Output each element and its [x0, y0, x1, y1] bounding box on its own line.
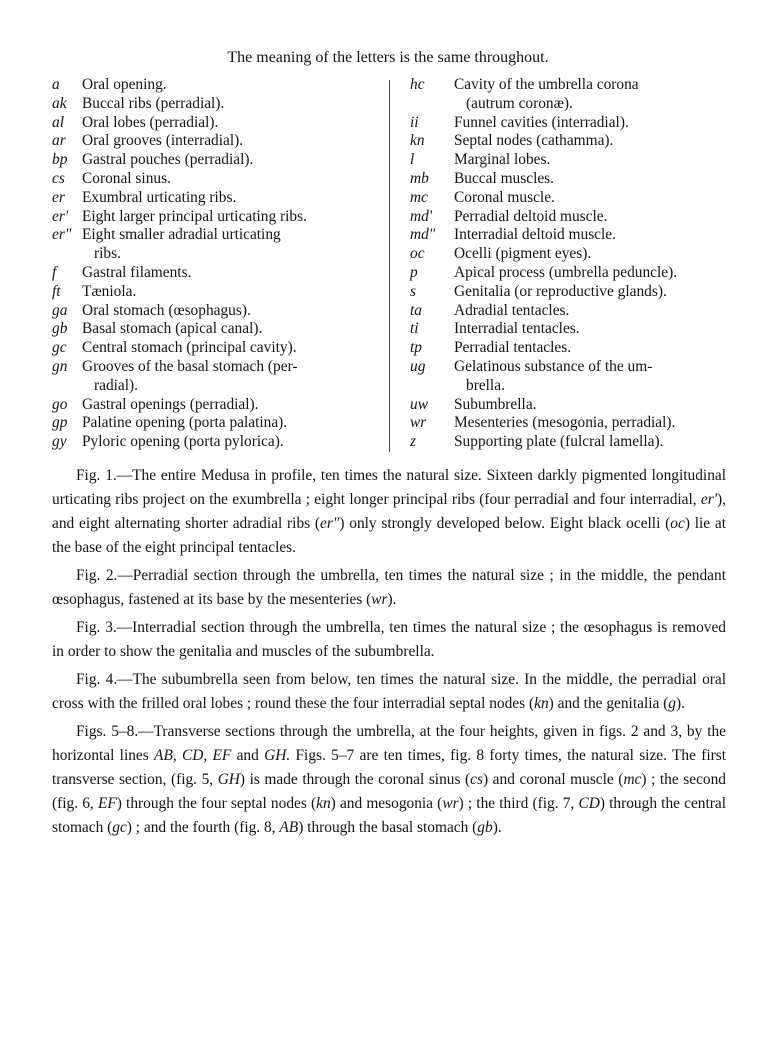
legend-desc-continued: ribs. [94, 245, 121, 263]
caption-figs-5-8: Figs. 5–8.—Transverse sections through the umbrella, at the four heights, given in figs. 2 and 3, by the horizontal lines AB, CD, EF and GH. Figs. 5–7 are ten times, fig. 8 forty times, the natural size. The first transverse section, (fig. 5, GH) is made through the coronal sinus (cs) and coronal muscle (mc) ; the second (fig. 6, EF) through the four septal nodes (kn) and mesogonia (wr) ; the third (fig. 7, CD) through the central stomach (gc) ; and the fourth (fig. 8, AB) through the basal stomach (gb). [52, 723, 727, 836]
legend-entry [52, 358, 374, 396]
legend-abbr: a [52, 76, 60, 93]
legend-abbr: ti [410, 320, 419, 338]
legend-entry [410, 208, 726, 227]
legend-entry [52, 208, 374, 227]
legend-entry [410, 170, 726, 189]
legend-abbr: wr [410, 414, 427, 432]
caption-fig-2: Fig. 2.—Perradial section through the umbrella, ten times the natural size ; in the middle, the pendant œsophagus, fastened at its base by the mesenteries (wr). [52, 567, 726, 608]
legend-entry [52, 170, 374, 189]
legend-abbr: mc [410, 188, 428, 206]
legend-entry [410, 226, 726, 245]
legend-desc: Supporting plate (fulcral lamella). [454, 433, 664, 451]
legend-entry [410, 320, 726, 339]
legend-abbr: gp [52, 414, 68, 432]
legend-desc: Genitalia (or reproductive glands). [454, 282, 667, 300]
legend-entry [52, 226, 374, 264]
legend-desc: Septal nodes (cathamma). [454, 132, 614, 150]
caption-fig-3: Fig. 3.—Interradial section through the umbrella, ten times the natural size ; the œsophagus is removed in order to show the genitalia and muscles of the subumbrella. [52, 619, 726, 660]
legend-desc: Buccal ribs (perradial). [82, 94, 225, 112]
legend-abbr: ii [410, 113, 419, 131]
legend-abbr: ta [410, 301, 422, 319]
legend-entry [52, 132, 374, 151]
caption-fig-1: Fig. 1.—The entire Medusa in profile, ten times the natural size. Sixteen darkly pigmented longitudinal urticating ribs project on the exumbrella ; eight longer principal ribs (four perradial and four interradial, er'), and eight alternating shorter adradial ribs (er") only strongly developed below. Eight black ocelli (oc) lie at the base of the eight principal tentacles. [52, 467, 727, 556]
legend-entry [52, 189, 374, 208]
column-divider [389, 80, 390, 452]
legend-desc: Gastral openings (perradial). [82, 395, 259, 413]
legend-abbr: ak [52, 94, 67, 112]
legend-entry [410, 76, 726, 114]
legend-abbr: ga [52, 301, 68, 319]
legend-desc-wrap [454, 76, 726, 114]
legend-entry [52, 76, 374, 95]
legend-desc: Central stomach (principal cavity). [82, 339, 297, 357]
legend-heading: The meaning of the letters is the same throughout. [227, 49, 549, 66]
legend-desc: Eight larger principal urticating ribs. [82, 207, 307, 225]
legend-abbr: go [52, 395, 68, 413]
legend-entry [410, 114, 726, 133]
legend-desc: Apical process (umbrella peduncle). [454, 263, 678, 281]
legend-left-column [52, 76, 374, 452]
legend-abbr: bp [52, 151, 68, 169]
legend-entry [410, 189, 726, 208]
caption-fig-4: Fig. 4.—The subumbrella seen from below, ten times the natural size. In the middle, the perradial oral cross with the frilled oral lobes ; round these the four interradial septal nodes (kn) and the genitalia (g). [52, 671, 726, 712]
legend-desc: Oral grooves (interradial). [82, 132, 244, 150]
legend-entry [52, 151, 374, 170]
legend-desc: Gastral filaments. [82, 263, 192, 281]
legend-abbr: p [410, 263, 418, 281]
legend-entry [410, 358, 726, 396]
legend-abbr: kn [410, 132, 425, 150]
legend-entry [52, 433, 374, 452]
legend-abbr: gc [52, 339, 67, 357]
legend-entry [52, 264, 374, 283]
legend-abbr: er" [52, 226, 72, 244]
legend-desc: Subumbrella. [454, 395, 537, 413]
figure-captions [52, 464, 726, 844]
legend-desc: Basal stomach (apical canal). [82, 320, 263, 338]
legend-abbr: md" [410, 226, 436, 244]
legend-desc-continued: radial). [94, 376, 139, 394]
legend-abbr: tp [410, 339, 422, 357]
legend-entry [410, 396, 726, 415]
legend-entry [52, 339, 374, 358]
legend-abbr: mb [410, 169, 429, 187]
legend-entry [52, 396, 374, 415]
legend-desc: Perradial tentacles. [454, 339, 572, 357]
legend-desc: Gastral pouches (perradial). [82, 151, 254, 169]
legend-entry [410, 283, 726, 302]
legend-desc: Exumbral urticating ribs. [82, 188, 237, 206]
legend-desc-wrap [82, 358, 374, 396]
legend-desc: Palatine opening (porta palatina). [82, 414, 288, 432]
legend-abbr: uw [410, 395, 428, 413]
legend-desc: Interradial tentacles. [454, 320, 580, 338]
legend-entry [52, 320, 374, 339]
legend-desc: Coronal muscle. [454, 188, 555, 206]
legend-desc: Ocelli (pigment eyes). [454, 245, 592, 263]
legend-desc: Cavity of the umbrella corona [454, 76, 639, 93]
legend-entry [52, 95, 374, 114]
legend-desc: Perradial deltoid muscle. [454, 207, 608, 225]
legend-desc: Grooves of the basal stomach (per- [82, 357, 298, 375]
legend-entry [410, 245, 726, 264]
legend-abbr: ft [52, 282, 61, 300]
legend-desc-continued: (autrum coronæ). [466, 94, 573, 112]
legend-entry [52, 302, 374, 321]
legend-abbr: s [410, 282, 416, 300]
legend-desc-wrap [82, 226, 374, 264]
legend-entry [52, 114, 374, 133]
legend-abbr: cs [52, 169, 65, 187]
legend-desc: Eight smaller adradial urticating [82, 226, 281, 244]
legend-abbr: hc [410, 76, 425, 93]
legend-entry [410, 151, 726, 170]
legend-abbr: z [410, 433, 416, 451]
legend-entry [52, 414, 374, 433]
legend-abbr: gb [52, 320, 68, 338]
legend-abbr: l [410, 151, 415, 169]
legend-desc: Tæniola. [82, 282, 137, 300]
legend-abbr: gy [52, 433, 67, 451]
legend-desc-wrap [454, 358, 726, 396]
legend-abbr: oc [410, 245, 425, 263]
legend-entry [52, 283, 374, 302]
legend-desc-continued: brella. [466, 376, 505, 394]
legend-desc: Pyloric opening (porta pylorica). [82, 433, 284, 451]
legend-desc: Oral opening. [82, 76, 167, 93]
legend-desc: Coronal sinus. [82, 169, 171, 187]
legend-entry [410, 264, 726, 283]
legend-entry [410, 414, 726, 433]
legend-desc: Buccal muscles. [454, 169, 555, 187]
legend-desc: Funnel cavities (interradial). [454, 113, 629, 131]
legend-abbr: ug [410, 357, 426, 375]
legend-right-column [410, 76, 726, 452]
legend-abbr: md' [410, 207, 433, 225]
legend-entry [410, 302, 726, 321]
legend-desc: Oral lobes (perradial). [82, 113, 219, 131]
legend-abbr: ar [52, 132, 66, 150]
legend-entry [410, 339, 726, 358]
legend-entry [410, 132, 726, 151]
legend-abbr: er' [52, 207, 69, 225]
legend-desc: Mesenteries (mesogonia, perradial). [454, 414, 676, 432]
legend-entry [410, 433, 726, 452]
legend-abbr: er [52, 188, 65, 206]
legend-desc: Adradial tentacles. [454, 301, 570, 319]
legend-abbr: al [52, 113, 64, 131]
legend-desc: Interradial deltoid muscle. [454, 226, 616, 244]
legend-desc: Oral stomach (œsophagus). [82, 301, 251, 319]
legend-desc: Gelatinous substance of the um- [454, 357, 653, 375]
legend-abbr: f [52, 263, 57, 281]
legend-desc: Marginal lobes. [454, 151, 551, 169]
legend-abbr: gn [52, 357, 68, 375]
